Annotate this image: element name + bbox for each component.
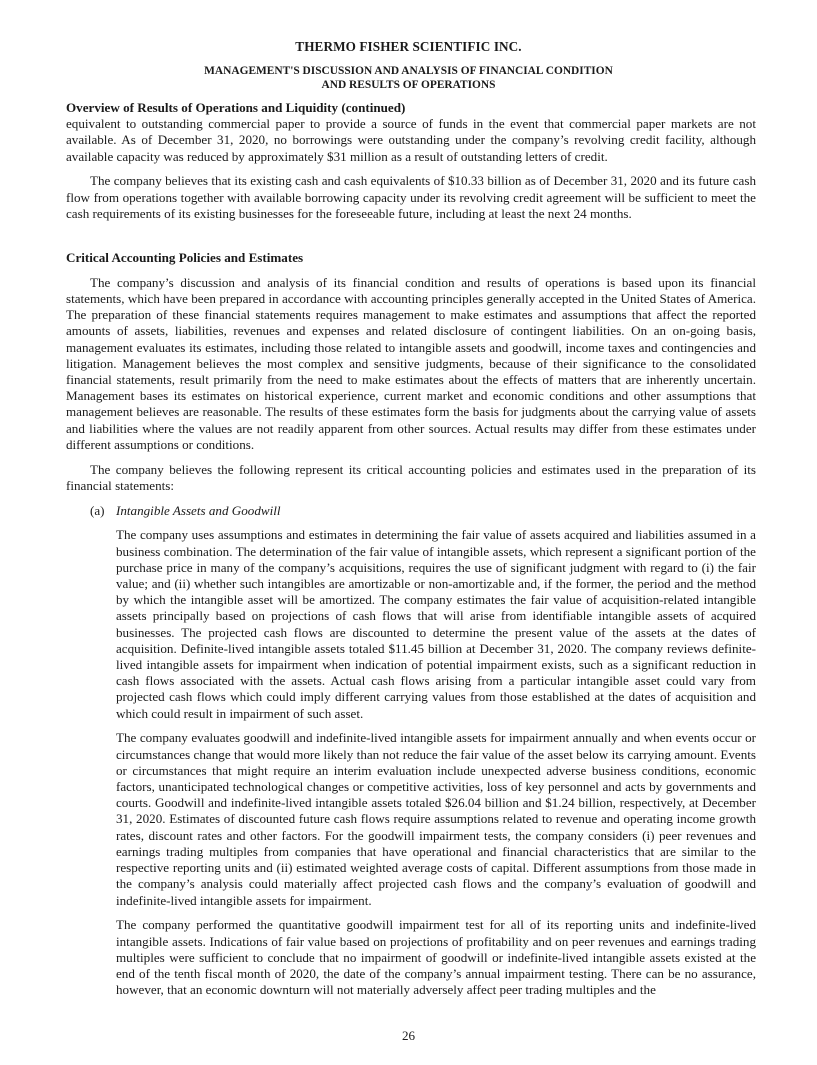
company-name: THERMO FISHER SCIENTIFIC INC.: [295, 39, 522, 54]
list-item-title: Intangible Assets and Goodwill: [116, 502, 281, 518]
paragraph: The company performed the quantitative goodwill impairment test for all of its reporting units and indefinite-lived intangible assets. Indications of fair value based on projections of profitability and on peer revenues and earnings trading multiples were sufficient to conclude that no impairment of goodwill or indefinite-lived intangible assets existed at the end of the tenth fiscal month of 2020, the date of the company’s annual impairment testing. There can be no assurance, however, that an economic downturn will not materially adversely affect peer trading multiples and the: [116, 917, 756, 998]
report-title-line-2: AND RESULTS OF OPERATIONS: [321, 79, 496, 91]
list-marker: (a): [90, 502, 105, 518]
report-title-line-1: MANAGEMENT'S DISCUSSION AND ANALYSIS OF FINANCIAL CONDITION: [204, 65, 613, 77]
paragraph: The company uses assumptions and estimates in determining the fair value of assets acquired and liabilities assumed in a business combination. The determination of the fair value of intangible assets, which represent a significant portion of the purchase price in many of the company’s acquisitions, requires the use of significant judgment with regard to (i) the fair value; and (ii) whether such intangibles are amortizable or non-amortizable and, if the former, the period and the method by which the intangible asset will be amortized. The company estimates the fair value of acquisition-related intangible assets principally based on projections of cash flows that will arise from identifiable intangible assets of acquired businesses. The projected cash flows are discounted to determine the present value of the assets at the dates of acquisition. Definite-lived intangible assets totaled $11.45 billion at December 31, 2020. The company reviews definite-lived intangible assets for impairment when indication of potential impairment exists, such as a significant reduction in cash flows associated with the assets. Actual cash flows arising from a particular intangible asset could vary from projected cash flows which could imply different carrying values from those established at the dates of acquisition and which could result in impairment of such asset.: [116, 527, 756, 721]
document-body: [66, 100, 756, 998]
page-number: 26: [401, 1028, 416, 1043]
list-item-intangible-assets: [90, 503, 756, 519]
paragraph: The company’s discussion and analysis of its financial condition and results of operations is based upon its financial statements, which have been prepared in accordance with accounting principles generally accepted in the United States of America. The preparation of these financial statements requires management to make estimates and assumptions that affect the reported amounts of assets, liabilities, revenues and expenses and related disclosure of contingent liabilities. On an on-going basis, management evaluates its estimates, including those related to intangible assets and goodwill, income taxes and contingencies and litigation. Management believes the most complex and sensitive judgments, because of their significance to the consolidated financial statements, result primarily from the need to make estimates about the effects of matters that are inherently uncertain. Management bases its estimates on historical experience, current market and economic conditions and other assumptions that management believes are reasonable. The results of these estimates form the basis for judgments about the carrying value of assets and liabilities where the values are not readily apparent from other sources. Actual results may differ from these estimates under different assumptions or conditions.: [66, 274, 756, 452]
paragraph: equivalent to outstanding commercial paper to provide a source of funds in the event that commercial paper markets are not available. As of December 31, 2020, no borrowings were outstanding under the company’s revolving credit facility, although available capacity was reduced by approximately $31 million as a result of outstanding letters of credit.: [66, 116, 756, 164]
paragraph: The company believes that its existing cash and cash equivalents of $10.33 billion as of December 31, 2020 and its future cash flow from operations together with available borrowing capacity under its revolving credit agreement will be sufficient to meet the cash requirements of its existing businesses for the foreseeable future, including at least the next 24 months.: [66, 173, 756, 221]
paragraph: The company evaluates goodwill and indefinite-lived intangible assets for impairment annually and when events occur or circumstances change that would more likely than not reduce the fair value of the asset below its carrying amount. Events or circumstances that might require an interim evaluation include unexpected adverse business conditions, economic factors, unanticipated technological changes or competitive activities, loss of key personnel and acts by governments and courts. Goodwill and indefinite-lived intangible assets totaled $26.04 billion and $1.24 billion, respectively, at December 31, 2020. Estimates of discounted future cash flows require assumptions related to revenue and operating income growth rates, discount rates and other factors. For the goodwill impairment tests, the company considers (i) peer revenues and earnings trading multiples from companies that have operational and financial characteristics that are similar to the respective reporting units and (ii) estimated weighted average costs of capital. Different assumptions from those made in the company’s analysis could materially affect projected cash flows and the company’s evaluation of goodwill and indefinite-lived intangible assets for impairment.: [116, 730, 756, 908]
section-heading-critical-accounting: Critical Accounting Policies and Estimates: [66, 250, 304, 266]
section-heading-overview: Overview of Results of Operations and Liquidity (continued): [66, 100, 406, 115]
paragraph: The company believes the following represent its critical accounting policies and estimates used in the preparation of its financial statements:: [66, 461, 756, 493]
